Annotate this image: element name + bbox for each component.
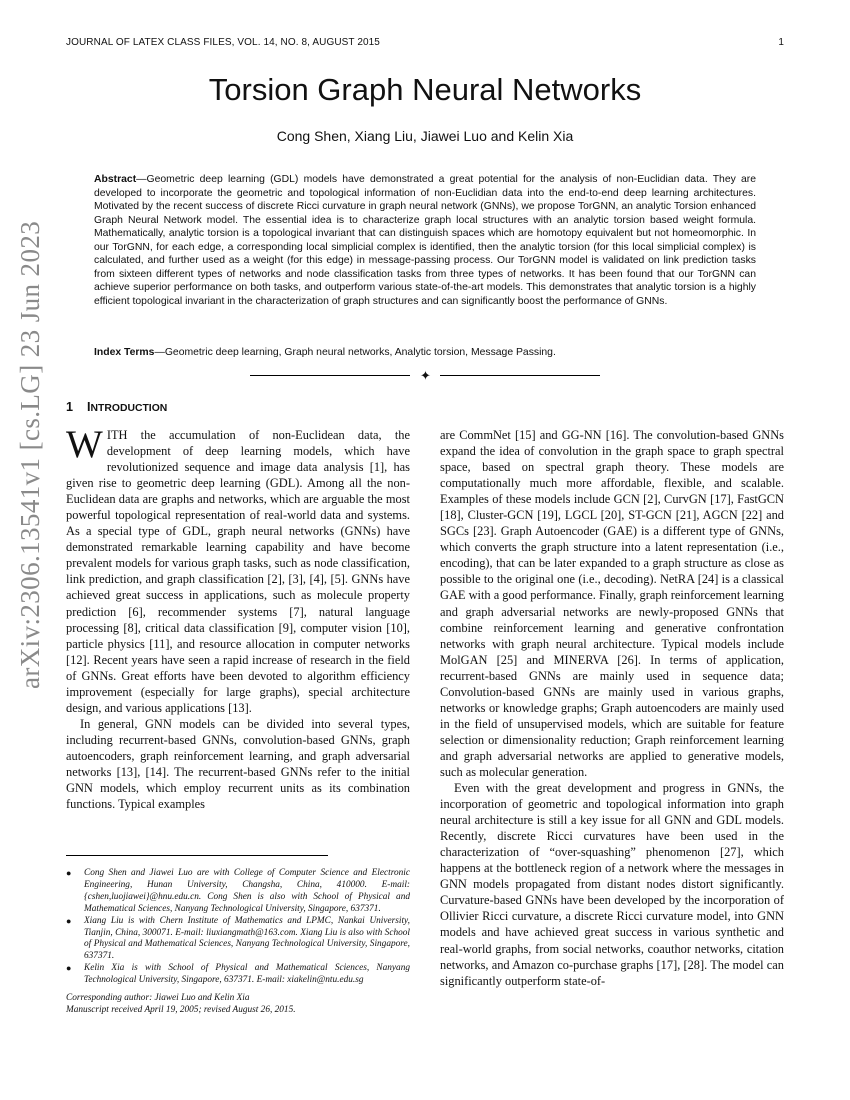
index-terms-label: Index Terms (94, 347, 155, 358)
page-number: 1 (778, 37, 784, 48)
affiliation-item (66, 916, 410, 964)
affiliation-item (66, 963, 410, 987)
divider-line-right (440, 375, 600, 376)
section-title-initial: I (87, 400, 91, 414)
running-header (66, 37, 784, 48)
intro-paragraph-4: Even with the great development and progress in GNNs, the incorporation of geometric and topological information into graph neural architecture is still a key issue for all GNN and GDL models. Recently, discrete Ricci curvatures have been used in the characterization of “over-squashing” phenomenon [27], which happens at the bottleneck region of a network where the messages in GNN models propagated from distant nodes distort significantly. Curvature-based GNNs have been developed by the incorporation of Ollivier Ricci curvature, a discrete Ricci curvature model, into GNN models and have achieved great success in various synthetic and real-world graphs, from social networks, coauthor networks, citation networks, and Amazon co-purchase graphs [17], [28]. The model can significantly outperform state-of- (440, 781, 784, 988)
section-heading-introduction (66, 400, 167, 414)
divider-line-left (250, 375, 410, 376)
intro-paragraph-1-text: the accumulation of non-Euclidean data, the development of deep learning models, which have revolutionized sequence and image data analysis [1], has given rise to geometric deep learning (GDL). Among all the non-Euclidean data are graphs and networks, which are arguable the most powerful topological representation of real-world data and systems. As a special type of GDL, graph neural networks (GNNs) have demonstrated remarkable learning capability and have become prevalent models for various graph tasks, such as node classification, link prediction, and graph classification [2], [3], [4], [5]. GNNs have achieved great success in applications, such as molecule property prediction [6], recommender systems [7], natural language processing [8], critical data classification [9], computer vision [10], particle physics [11], and resource allocation in computer networks [12]. Recent years have seen a rapid increase of research in the field of GNNs. Great efforts have been devoted to algorithm efficiency improvement (especially for large graphs), special architecture design, and various applications [13]. (66, 428, 410, 715)
section-divider (250, 366, 600, 386)
corresponding-author: Corresponding author: Jiawei Luo and Kelin Xia (66, 993, 250, 1004)
affiliation-text: Cong Shen and Jiawei Luo are with College of Computer Science and Electronic Engineering, Hunan University, Changsha, China, 410000. E-mail: {cshen,luojiawei}@hnu.edu.cn. Cong Shen is also with School of Physical and Mathematical Sciences, Nanyang Technological University, Singapore, 637371. (84, 868, 410, 914)
section-number: 1 (66, 400, 74, 414)
drop-cap: W (66, 423, 103, 466)
left-column (66, 423, 410, 812)
intro-lead-word: ITH (106, 428, 128, 442)
right-column (440, 427, 784, 989)
footnote-rule (66, 855, 328, 856)
affiliation-list (66, 868, 410, 987)
journal-info: JOURNAL OF LATEX CLASS FILES, VOL. 14, NO. 8, AUGUST 2015 (66, 37, 380, 48)
footnotes (66, 868, 410, 1017)
intro-paragraph-3: are CommNet [15] and GG-NN [16]. The convolution-based GNNs expand the idea of convolution in the graph space to graph spectral space, based on spectral graph theory. These models are computationally much more affordable, flexible, and scalable. Examples of these models include GCN [2], CurvGN [17], FastGCN [18], Cluster-GCN [19], LGCL [20], ST-GCN [21], AGCN [22] and SGCs [23]. Graph Autoencoder (GAE) is a different type of GNNs, which converts the graph structure into a latent representation (i.e., encoding), that can be later expanded to a graph structure as close as possible to the original one (i.e., decoding). NetRA [24] is a classical GAE with a good performance. Finally, graph reinforcement learning and graph adversarial networks are newly-proposed GNNs that combine reinforcement learning and generative confrontation networks with graph neural architecture. Typical models include MolGAN [25] and MINERVA [26]. In terms of application, recurrent-based GNNs are mainly used in sequence data; Convolution-based GNNs are mainly used in various graphs, networks or knowledge graphs; Graph autoencoders are mainly used in the field of unsupervised models, which are suitable for feature selection or dimensionality reduction; Graph reinforcement learning and graph adversarial networks are applied to generative models, such as molecular generation. (440, 428, 784, 779)
manuscript-dates: Manuscript received April 19, 2005; revised August 26, 2015. (66, 1004, 296, 1015)
affiliation-text: Xiang Liu is with Chern Institute of Mathematics and LPMC, Nankai University, Tianjin, China, 300071. E-mail: liuxiangmath@163.com. Xiang Liu is also with School of Physical and Mathematical Sciences, Nanyang Technological University, Singapore, 637371. (84, 915, 410, 962)
bullet-icon: ● (66, 963, 72, 974)
bullet-icon: ● (66, 915, 72, 926)
intro-paragraph-1 (66, 423, 410, 716)
abstract-text: —Geometric deep learning (GDL) models have demonstrated a great potential for the analysis of non-Euclidian data. They are developed to incorporate the geometric and topological information of non-Euclidian data into the end-to-end deep learning architectures. Motivated by the recent success of discrete Ricci curvature in graph neural network (GNNs), we propose TorGNN, an analytic Torsion enhanced Graph Neural Network model. The essential idea is to characterize graph local structures with an analytic torsion based weight formula. Mathematically, analytic torsion is a topological invariant that can distinguish spaces which are homotopy equivalent but not homeomorphic. In our TorGNN, for each edge, a corresponding local simplicial complex is identified, then the analytic torsion (for this local simplicial complex) is calculated, and further used as a weight (for this edge) in message-passing process. Our TorGNN model is validated on link prediction tasks from sixteen different types of networks and node classification tasks from three types of networks. It has been found that our TorGNN can achieve superior performance on both tasks, and outperform various state-of-the-art models. This demonstrates that analytic torsion is a highly efficient topological invariant in the characterization of graph structures and can significantly boost the performance of GNNs. (94, 174, 756, 307)
bullet-icon: ● (66, 868, 72, 878)
abstract-label: Abstract (94, 174, 137, 185)
index-terms-text: —Geometric deep learning, Graph neural networks, Analytic torsion, Message Passing. (154, 347, 556, 358)
affiliation-text: Kelin Xia is with School of Physical and Mathematical Sciences, Nanyang Technological University, Singapore, 637371. E-mail: xiakelin@ntu.edu.sg (84, 963, 410, 986)
paper-title: Torsion Graph Neural Networks (208, 72, 642, 107)
arxiv-identifier[interactable]: arXiv:2306.13541v1 [cs.LG] 23 Jun 2023 (15, 220, 45, 689)
index-terms (94, 347, 756, 358)
divider-diamond-icon: ✦ (420, 368, 431, 383)
affiliation-item (66, 868, 410, 916)
abstract (94, 173, 756, 308)
author-list: Cong Shen, Xiang Liu, Jiawei Luo and Kelin Xia (276, 128, 574, 144)
section-title-rest: NTRODUCTION (90, 403, 168, 414)
intro-paragraph-2: In general, GNN models can be divided into several types, including recurrent-based GNNs, convolution-based GNNs, graph autoencoders, graph reinforcement learning, and graph adversarial networks [13], [14]. The recurrent-based GNNs refer to the initial GNN models, which employ recurrent units as its combination functions. Typical examples (66, 716, 410, 812)
